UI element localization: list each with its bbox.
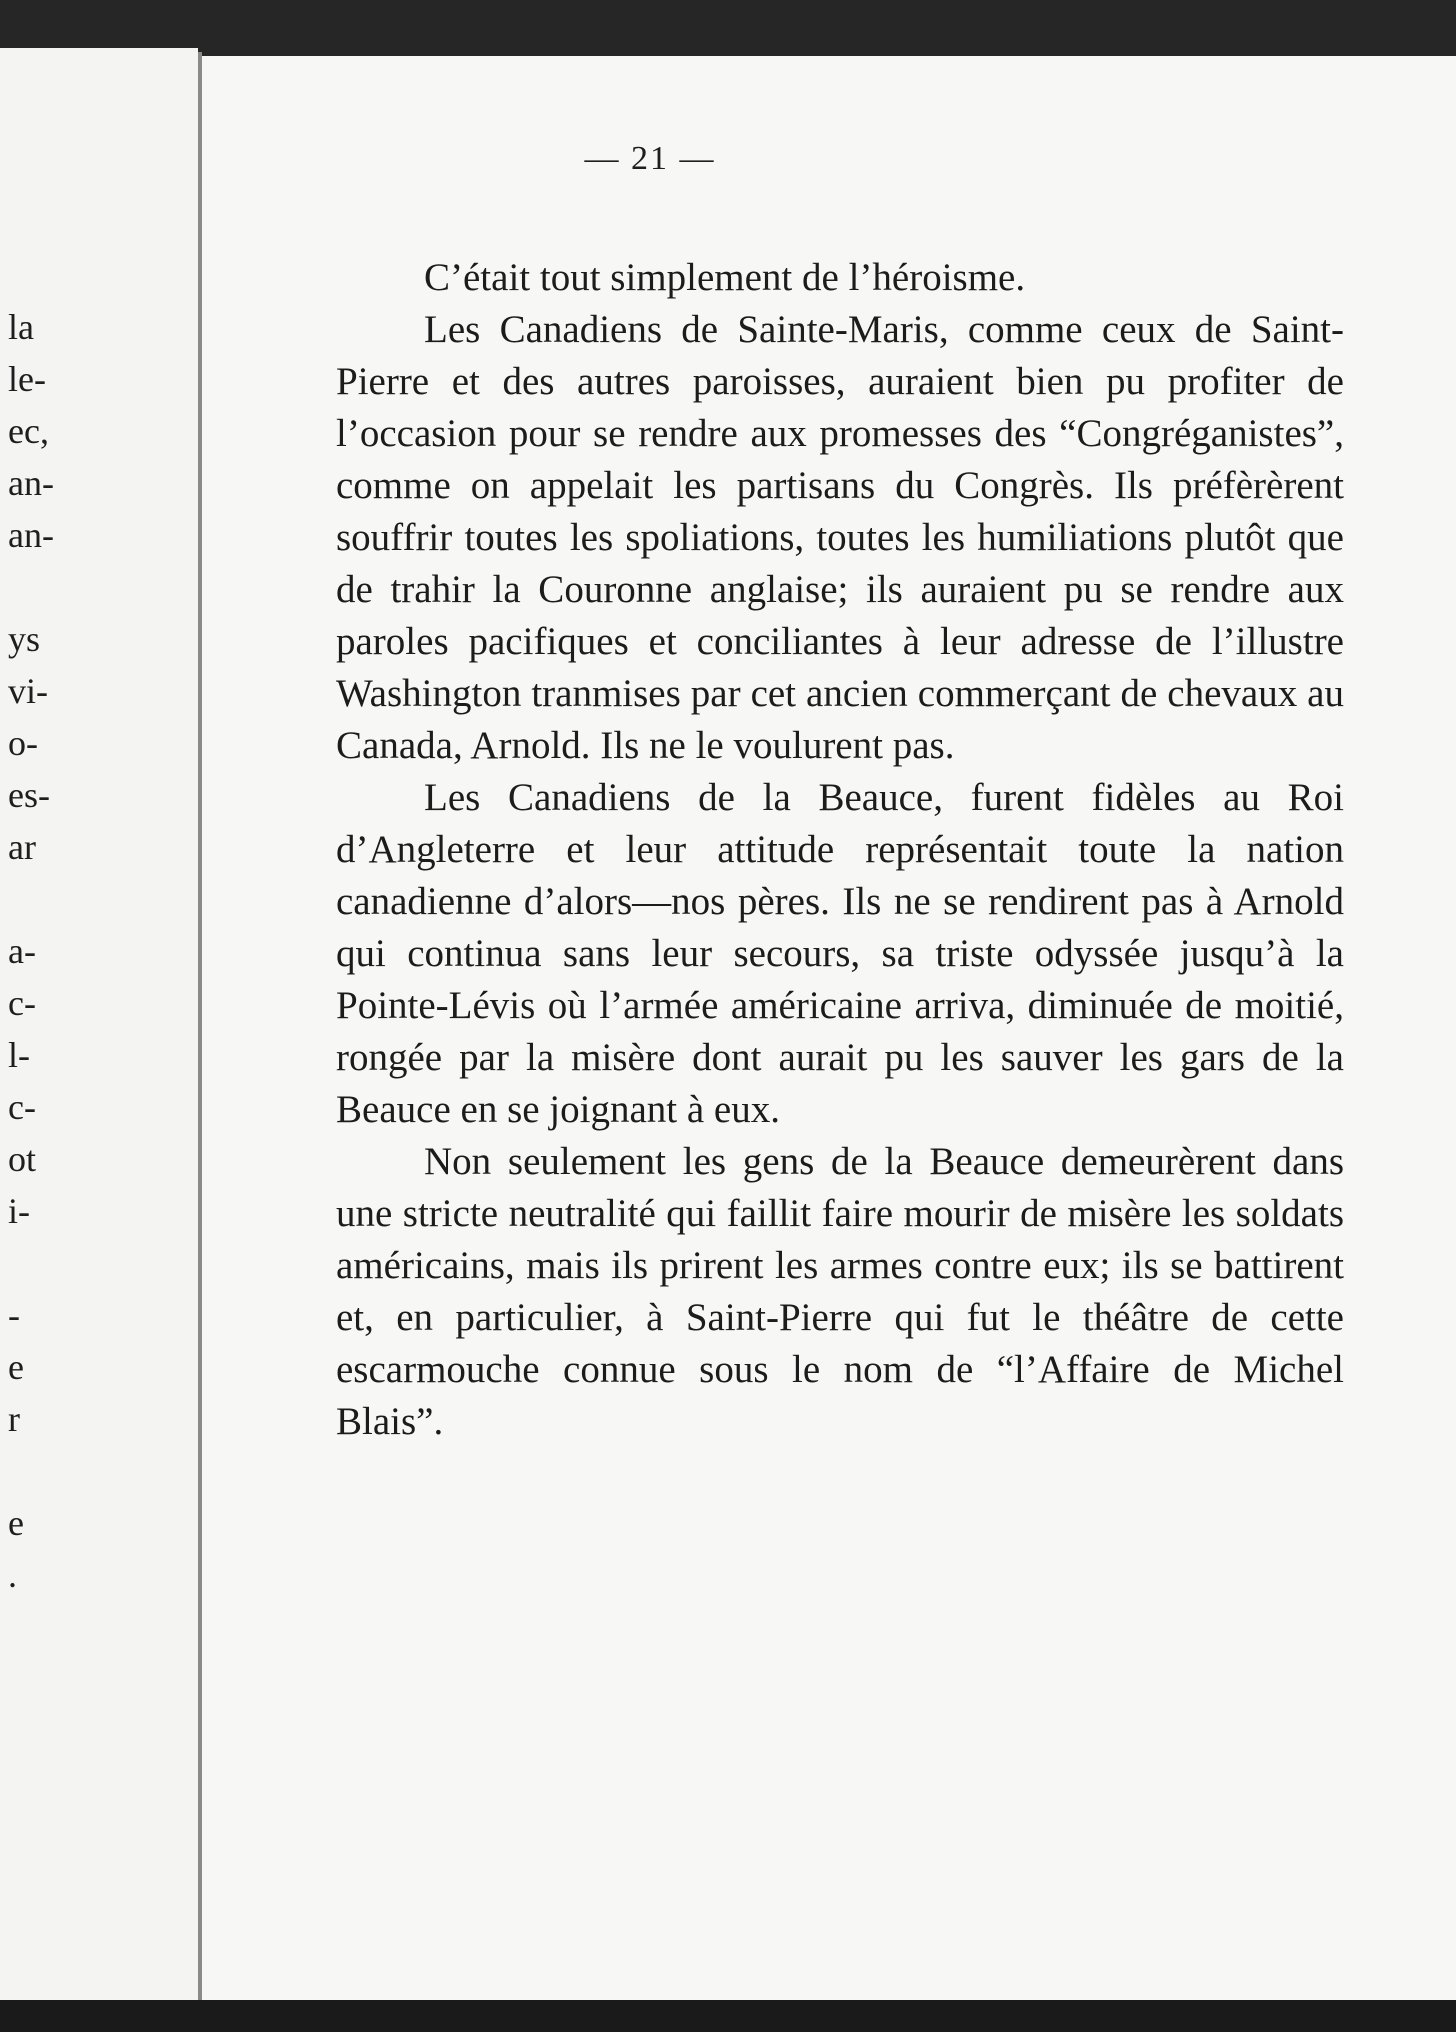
left-fragment: ec, bbox=[8, 411, 49, 451]
paragraph: Les Canadiens de Sainte-Maris, comme ceux de Saint-Pierre et des autres paroisses, auraient bien pu profiter de l’occasion pour se rendre aux promesses des “Congréganistes”, comme on appelait les partisans du Congrès. Ils préfèrèrent souffrir toutes les spoliations, toutes les humiliations plutôt que de trahir la Couronne anglaise; ils auraient pu se rendre aux paroles pacifiques et conciliantes à leur adresse de l’illustre Washington tranmises par cet ancien commerçant de chevaux au Canada, Arnold. Ils ne le voulurent pas. bbox=[336, 308, 1344, 767]
left-fragment: an- bbox=[8, 463, 54, 503]
left-fragment: ot bbox=[8, 1139, 37, 1179]
left-fragment: vi- bbox=[8, 671, 48, 711]
left-fragment: a- bbox=[8, 931, 36, 971]
scan-bottom-border bbox=[0, 2000, 1456, 2032]
left-fragment: e bbox=[8, 1503, 24, 1543]
left-fragment: le- bbox=[8, 359, 46, 399]
page-number: — 21 — bbox=[584, 140, 716, 177]
scan-top-border bbox=[0, 0, 1456, 62]
left-fragment: c- bbox=[8, 983, 36, 1023]
body-text bbox=[336, 252, 1344, 1448]
left-fragment: i- bbox=[8, 1191, 30, 1231]
left-fragment: an- bbox=[8, 515, 54, 555]
left-fragment: o- bbox=[8, 723, 38, 763]
left-fragment: ys bbox=[8, 619, 41, 659]
left-fragment: e bbox=[8, 1347, 24, 1387]
paragraph: C’était tout simplement de l’héroisme. bbox=[424, 256, 1026, 299]
paragraph: Non seulement les gens de la Beauce demeurèrent dans une stricte neutralité qui faillit faire mourir de misère les soldats américains, mais ils prirent les armes contre eux; ils se battirent et, en particulier, à Saint-Pierre qui fut le théâtre de cette escarmouche connue sous le nom de “l’Affaire de Michel Blais”. bbox=[336, 1140, 1344, 1443]
left-page-fragment bbox=[0, 48, 198, 2006]
left-fragment: . bbox=[8, 1555, 17, 1595]
paragraph: Les Canadiens de la Beauce, furent fidèles au Roi d’Angleterre et leur attitude représentait toute la nation canadienne d’alors—nos pères. Ils ne se rendirent pas à Arnold qui continua sans leur secours, sa triste odyssée jusqu’à la Pointe-Lévis où l’armée américaine arriva, diminuée de moitié, rongée par la misère dont aurait pu les sauver les gars de la Beauce en se joignant à eux. bbox=[336, 776, 1344, 1131]
left-fragment: l- bbox=[8, 1035, 30, 1075]
left-fragment: c- bbox=[8, 1087, 36, 1127]
left-fragment: la bbox=[8, 307, 34, 347]
left-fragment: r bbox=[8, 1399, 20, 1439]
left-fragment: - bbox=[8, 1295, 20, 1335]
left-fragment: es- bbox=[8, 775, 50, 815]
left-fragment: ar bbox=[8, 827, 36, 867]
left-page-text-fragments bbox=[0, 48, 198, 2006]
